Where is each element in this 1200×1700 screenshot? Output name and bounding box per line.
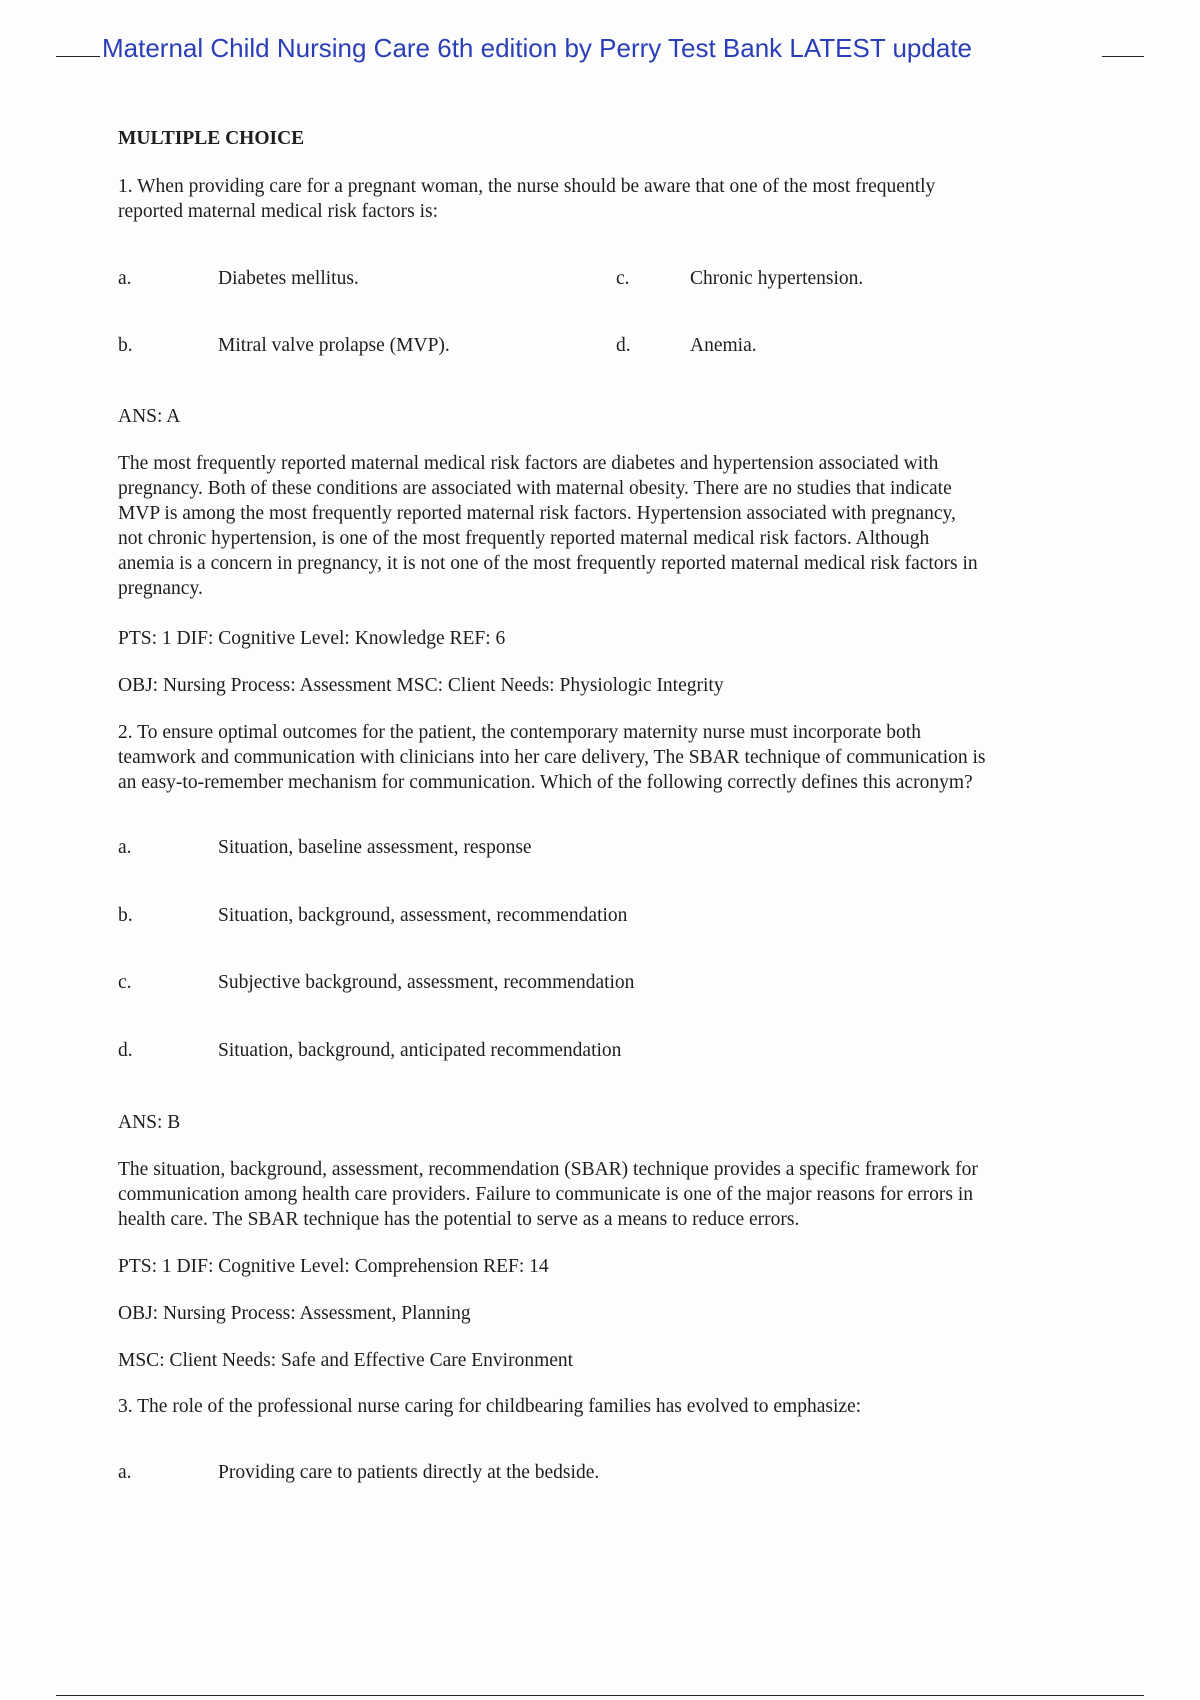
q1-answer: ANS: A bbox=[118, 406, 181, 427]
option-text: Diabetes mellitus. bbox=[218, 268, 359, 289]
option-letter: b. bbox=[118, 905, 133, 926]
question-3-stem bbox=[118, 1394, 1088, 1419]
q1-rationale bbox=[118, 451, 1088, 601]
rationale-line: communication among health care providers. Failure to communicate is one of the major reasons for errors in bbox=[118, 1184, 974, 1205]
question-2-stem bbox=[118, 720, 1088, 795]
q2-meta-pts: PTS: 1 DIF: Cognitive Level: Comprehension REF: 14 bbox=[118, 1256, 549, 1277]
q2-rationale bbox=[118, 1157, 1088, 1232]
option-letter: a. bbox=[118, 1462, 132, 1483]
option-letter: a. bbox=[118, 837, 132, 858]
option-text: Situation, background, anticipated recommendation bbox=[218, 1040, 622, 1061]
option-letter: d. bbox=[118, 1040, 133, 1061]
stem-line: 3. The role of the professional nurse caring for childbearing families has evolved to emphasize: bbox=[118, 1396, 862, 1417]
rationale-line: pregnancy. bbox=[118, 578, 203, 599]
option-text: Chronic hypertension. bbox=[690, 268, 864, 289]
option-letter: d. bbox=[616, 335, 631, 356]
stem-line: teamwork and communication with clinicians into her care delivery, The SBAR technique of communication is bbox=[118, 747, 986, 768]
question-1-stem bbox=[118, 174, 1088, 224]
rationale-line: The most frequently reported maternal medical risk factors are diabetes and hypertension associated with bbox=[118, 453, 939, 474]
rationale-line: pregnancy. Both of these conditions are associated with maternal obesity. There are no studies that indicate bbox=[118, 478, 952, 499]
option-text: Situation, baseline assessment, response bbox=[218, 837, 532, 858]
header-rule-right bbox=[1102, 56, 1144, 57]
rationale-line: anemia is a concern in pregnancy, it is not one of the most frequently reported maternal medical risk factors in bbox=[118, 553, 978, 574]
option-text: Situation, background, assessment, recommendation bbox=[218, 905, 628, 926]
option-letter: a. bbox=[118, 268, 132, 289]
q2-meta-obj: OBJ: Nursing Process: Assessment, Planning bbox=[118, 1303, 471, 1324]
option-letter: b. bbox=[118, 335, 133, 356]
option-letter: c. bbox=[118, 972, 132, 993]
q2-meta-msc: MSC: Client Needs: Safe and Effective Care Environment bbox=[118, 1350, 574, 1371]
document-title: Maternal Child Nursing Care 6th edition by Perry Test Bank LATEST update bbox=[102, 33, 972, 63]
q2-answer: ANS: B bbox=[118, 1112, 181, 1133]
section-heading: MULTIPLE CHOICE bbox=[118, 128, 305, 149]
q1-meta-obj: OBJ: Nursing Process: Assessment MSC: Client Needs: Physiologic Integrity bbox=[118, 675, 724, 696]
option-text: Mitral valve prolapse (MVP). bbox=[218, 335, 450, 356]
footer-rule bbox=[56, 1695, 1144, 1696]
option-letter: c. bbox=[616, 268, 630, 289]
page-header bbox=[56, 30, 1144, 70]
header-rule-left bbox=[56, 56, 100, 57]
rationale-line: health care. The SBAR technique has the potential to serve as a means to reduce errors. bbox=[118, 1209, 800, 1230]
option-text: Subjective background, assessment, recommendation bbox=[218, 972, 635, 993]
rationale-line: The situation, background, assessment, recommendation (SBAR) technique provides a specific framework for bbox=[118, 1159, 978, 1180]
option-text: Providing care to patients directly at the bedside. bbox=[218, 1462, 600, 1483]
rationale-line: MVP is among the most frequently reported maternal risk factors. Hypertension associated with pregnancy, bbox=[118, 503, 956, 524]
stem-line: 2. To ensure optimal outcomes for the patient, the contemporary maternity nurse must incorporate both bbox=[118, 722, 921, 743]
stem-line: reported maternal medical risk factors is: bbox=[118, 201, 438, 222]
stem-line: an easy-to-remember mechanism for communication. Which of the following correctly defines this acronym? bbox=[118, 772, 973, 793]
q1-meta-pts: PTS: 1 DIF: Cognitive Level: Knowledge REF: 6 bbox=[118, 628, 506, 649]
stem-line: 1. When providing care for a pregnant woman, the nurse should be aware that one of the most frequently bbox=[118, 176, 936, 197]
option-text: Anemia. bbox=[690, 335, 757, 356]
rationale-line: not chronic hypertension, is one of the most frequently reported maternal medical risk factors. Although bbox=[118, 528, 930, 549]
